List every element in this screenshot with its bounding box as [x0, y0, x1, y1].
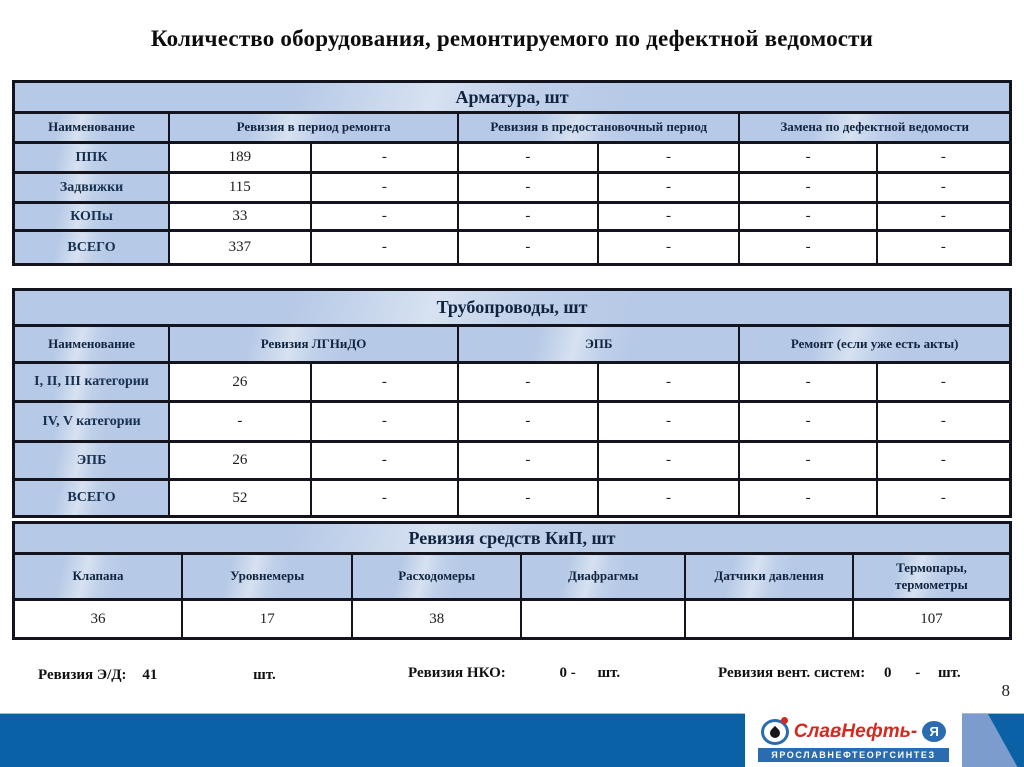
cell-value: -	[311, 173, 459, 203]
cell-value: -	[598, 442, 740, 480]
cell-value: -	[877, 143, 1011, 173]
cell-value: -	[877, 173, 1011, 203]
cell-value: -	[311, 231, 459, 265]
cell-value: -	[311, 402, 459, 442]
cell-value: -	[311, 480, 459, 517]
cell-value: -	[877, 203, 1011, 231]
cell-value: -	[739, 363, 877, 402]
column-header: Диафрагмы	[521, 554, 686, 600]
column-header: Уровнемеры	[182, 554, 352, 600]
table-row	[14, 480, 1011, 517]
page-title: Количество оборудования, ремонтируемого по дефектной ведомости	[150, 26, 874, 51]
column-header: Датчики давления	[685, 554, 852, 600]
table-row	[14, 402, 1011, 442]
cell-value: 52	[169, 480, 311, 517]
cell-value: -	[311, 203, 459, 231]
cell-value: -	[458, 442, 598, 480]
row-label: ВСЕГО	[14, 480, 170, 517]
cell-value: -	[877, 231, 1011, 265]
row-label: ППК	[14, 143, 170, 173]
footnote-nko-revision	[408, 665, 620, 682]
cell-value: 189	[169, 143, 311, 173]
logo-subtitle: ЯРОСЛАВНЕФТЕОРГСИНТЕЗ	[758, 748, 949, 762]
logo-row	[749, 715, 958, 748]
cell-value: -	[739, 203, 877, 231]
kip-table	[12, 521, 1012, 640]
cell-value: -	[598, 231, 740, 265]
cell-value: 38	[352, 600, 520, 639]
cell-value: -	[739, 480, 877, 517]
cell-value: 26	[169, 442, 311, 480]
column-header: Расходомеры	[352, 554, 520, 600]
table-row	[14, 442, 1011, 480]
footnote-unit: шт.	[253, 667, 276, 683]
logo-ya-badge: Я	[922, 721, 946, 742]
footnote-label: Ревизия вент. систем:	[718, 665, 866, 681]
column-header: Наименование	[14, 326, 170, 363]
row-label: ВСЕГО	[14, 231, 170, 265]
row-label: I, II, III категории	[14, 363, 170, 402]
column-header: Ревизия в период ремонта	[169, 113, 458, 143]
cell-value: -	[598, 203, 740, 231]
page-number: 8	[1001, 681, 1010, 700]
footnote-unit: шт.	[938, 665, 961, 681]
table-row	[14, 173, 1011, 203]
cell-value: -	[311, 442, 459, 480]
cell-value: -	[877, 402, 1011, 442]
cell-value: -	[598, 402, 740, 442]
cell-value: -	[169, 402, 311, 442]
logo-brand-text: СлавНефть-	[793, 720, 918, 742]
cell-value: -	[739, 442, 877, 480]
cell-value: 17	[182, 600, 352, 639]
footnote-value: 0	[884, 665, 892, 681]
company-logo	[745, 712, 962, 767]
row-label: КОПы	[14, 203, 170, 231]
column-header: Ревизия ЛГНиДО	[169, 326, 458, 363]
cell-value: -	[458, 203, 598, 231]
cell-value: -	[458, 402, 598, 442]
table-caption: Трубопроводы, шт	[14, 290, 1011, 326]
cell-value: -	[877, 480, 1011, 517]
footnote-dash: -	[915, 665, 921, 681]
column-header: Замена по дефектной ведомости	[739, 113, 1010, 143]
cell-value: 115	[169, 173, 311, 203]
cell-value: -	[877, 442, 1011, 480]
oil-drop-icon	[761, 719, 789, 745]
cell-value: -	[458, 143, 598, 173]
table-row	[14, 203, 1011, 231]
row-label: Задвижки	[14, 173, 170, 203]
footnote-value: 41	[142, 667, 158, 683]
cell-value: 26	[169, 363, 311, 402]
cell-value: 33	[169, 203, 311, 231]
cell-value: -	[458, 363, 598, 402]
table-row	[14, 600, 1011, 639]
footnote-vent-revision	[718, 665, 961, 682]
cell-value: -	[311, 143, 459, 173]
footnote-unit: шт.	[597, 665, 621, 681]
cell-value: -	[739, 143, 877, 173]
cell-value: -	[877, 363, 1011, 402]
table-row	[14, 143, 1011, 173]
cell-value: -	[311, 363, 459, 402]
footnote-label: Ревизия НКО:	[408, 665, 506, 681]
cell-value: -	[598, 173, 740, 203]
cell-value: -	[739, 231, 877, 265]
footnote-value: 0 -	[559, 665, 576, 681]
column-header: Термопары, термометры	[853, 554, 1011, 600]
table-row	[14, 231, 1011, 265]
cell-value: -	[458, 173, 598, 203]
cell-value	[685, 600, 852, 639]
truboprovody-table	[12, 288, 1012, 518]
footnote-ed-revision	[38, 667, 276, 684]
cell-value: 337	[169, 231, 311, 265]
row-label: ЭПБ	[14, 442, 170, 480]
cell-value: -	[458, 231, 598, 265]
column-header: ЭПБ	[458, 326, 739, 363]
footnote-label: Ревизия Э/Д:	[38, 667, 127, 683]
cell-value: -	[598, 363, 740, 402]
row-label: IV, V категории	[14, 402, 170, 442]
column-header: Клапана	[14, 554, 182, 600]
cell-value: -	[598, 143, 740, 173]
cell-value: -	[458, 480, 598, 517]
table-caption: Арматура, шт	[14, 82, 1011, 113]
column-header: Ревизия в предостановочный период	[458, 113, 739, 143]
armatura-table	[12, 80, 1012, 266]
cell-value	[521, 600, 686, 639]
cell-value: -	[739, 402, 877, 442]
cell-value: 36	[14, 600, 182, 639]
table-row	[14, 363, 1011, 402]
cell-value: 107	[853, 600, 1011, 639]
column-header: Ремонт (если уже есть акты)	[739, 326, 1010, 363]
table-caption: Ревизия средств КиП, шт	[14, 523, 1011, 554]
cell-value: -	[598, 480, 740, 517]
column-header: Наименование	[14, 113, 170, 143]
cell-value: -	[739, 173, 877, 203]
